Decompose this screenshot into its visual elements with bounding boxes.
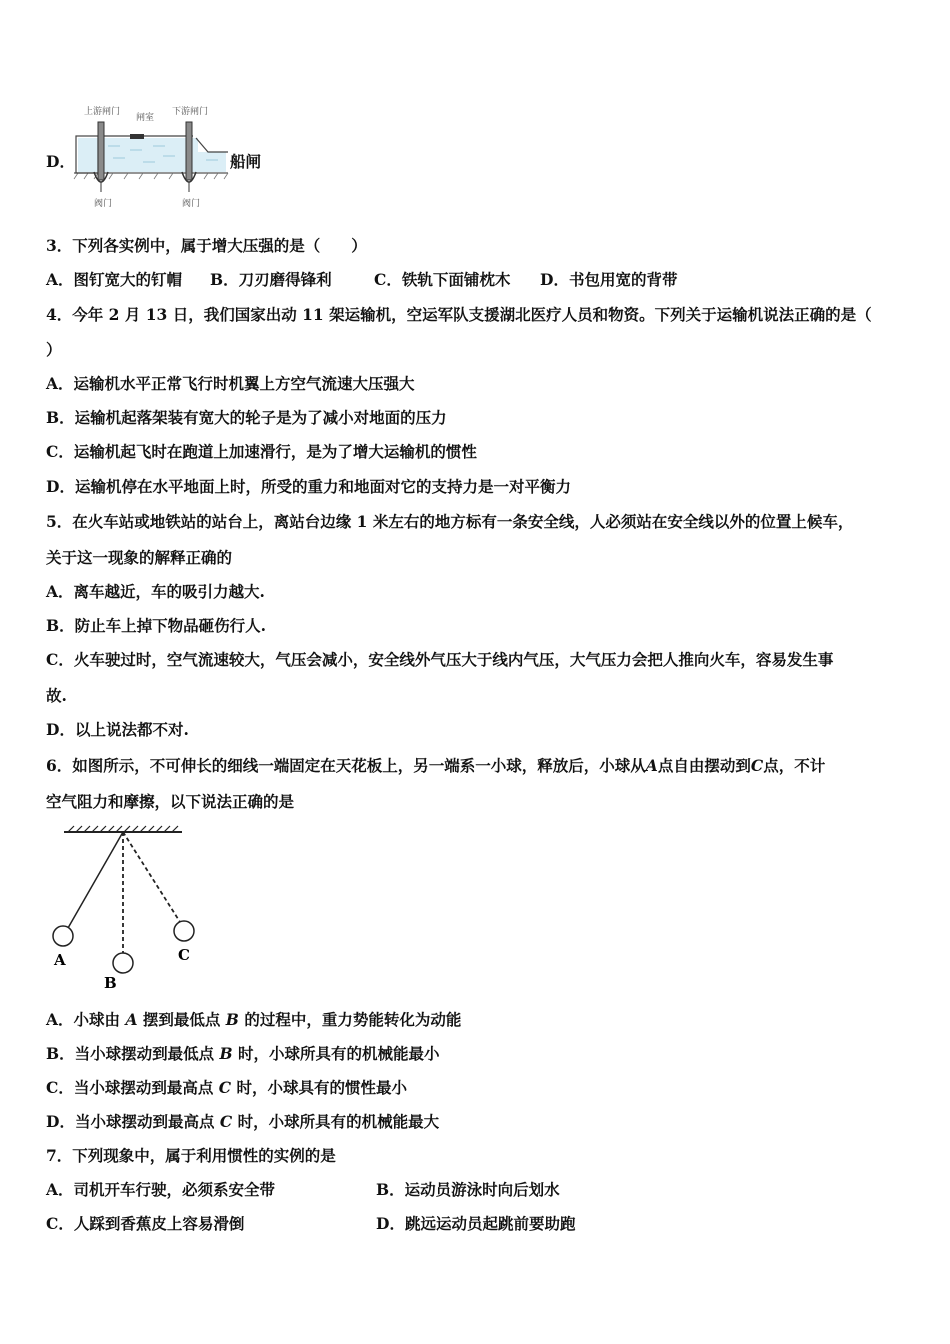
q7-option-d: D．跳远运动员起跳前要助跑 xyxy=(376,1214,576,1233)
q3-option-b: B．刀刃磨得锋利 xyxy=(210,270,332,289)
q5-option-a: A．离车越近，车的吸引力越大. xyxy=(46,582,265,601)
q4-option-c: C．运输机起飞时在跑道上加速滑行，是为了增大运输机的惯性 xyxy=(46,442,477,461)
ship-lock-caption: 船闸 xyxy=(230,152,262,171)
q7-stem: 7．下列现象中，属于利用惯性的实例的是 xyxy=(46,1146,336,1165)
q3-stem: 3．下列各实例中，属于增大压强的是（ ） xyxy=(46,236,367,255)
q3-option-a: A．图钉宽大的钉帽 xyxy=(46,270,183,289)
q7-option-a: A．司机开车行驶，必须系安全带 xyxy=(46,1180,276,1199)
ship-lock-figure xyxy=(68,100,238,210)
q6-option-c: C．当小球摆动到最高点 C 时，小球具有的惯性最小 xyxy=(46,1078,408,1097)
q6-option-a: A．小球由 A 摆到最低点 B 的过程中，重力势能转化为动能 xyxy=(46,1010,462,1029)
downstream-gate-label: 下游闸门 xyxy=(172,107,209,117)
valve-left-label: 阀门 xyxy=(94,199,113,209)
q4-option-d: D．运输机停在水平地面上时，所受的重力和地面对它的支持力是一对平衡力 xyxy=(46,477,571,496)
q4-option-a: A．运输机水平正常飞行时机翼上方空气流速大压强大 xyxy=(46,374,415,393)
q4-stem-line2: ） xyxy=(46,340,62,359)
q5-option-b: B．防止车上掉下物品砸伤行人. xyxy=(46,616,266,635)
lock-chamber-label: 闸室 xyxy=(136,113,155,123)
pendulum-label-b: B xyxy=(104,974,117,992)
q6-option-b: B．当小球摆动到最低点 B 时，小球所具有的机械能最小 xyxy=(46,1044,440,1063)
pendulum-label-c: C xyxy=(178,946,190,964)
q5-stem-line2: 关于这一现象的解释正确的 xyxy=(46,548,233,567)
q5-stem-line1: 5．在火车站或地铁站的站台上，离站台边缘 1 米左右的地方标有一条安全线，人必须站在安全线以外的位置上候车， xyxy=(46,512,854,531)
q5-option-d: D．以上说法都不对. xyxy=(46,720,189,739)
q2-option-d-label: D． xyxy=(46,152,75,171)
pendulum-figure xyxy=(46,822,206,992)
q7-option-c: C．人踩到香蕉皮上容易滑倒 xyxy=(46,1214,245,1233)
q5-option-c: C．火车驶过时，空气流速较大，气压会减小，安全线外气压大于线内气压，大气压力会把人推向火车，容易发生事 xyxy=(46,650,834,669)
q5-option-c-cont: 故. xyxy=(46,686,67,705)
upstream-gate-label: 上游闸门 xyxy=(84,107,121,117)
q6-stem-line1: 6．如图所示，不可伸长的细线一端固定在天花板上，另一端系一小球，释放后，小球从A点自由摆动到C点，不计 xyxy=(46,756,826,775)
q6-stem-line2: 空气阻力和摩擦，以下说法正确的是 xyxy=(46,792,295,811)
q4-stem-line1: 4．今年 2 月 13 日，我们国家出动 11 架运输机，空运军队支援湖北医疗人员和物资。下列关于运输机说法正确的是（ xyxy=(46,305,872,324)
pendulum-label-a: A xyxy=(54,951,66,969)
q6-option-d: D．当小球摆动到最高点 C 时，小球所具有的机械能最大 xyxy=(46,1112,440,1131)
q7-option-b: B．运动员游泳时向后划水 xyxy=(376,1180,560,1199)
q3-option-c: C．铁轨下面铺枕木 xyxy=(374,270,511,289)
q3-option-d: D．书包用宽的背带 xyxy=(540,270,678,289)
q4-option-b: B．运输机起落架装有宽大的轮子是为了减小对地面的压力 xyxy=(46,408,447,427)
valve-right-label: 阀门 xyxy=(182,199,201,209)
